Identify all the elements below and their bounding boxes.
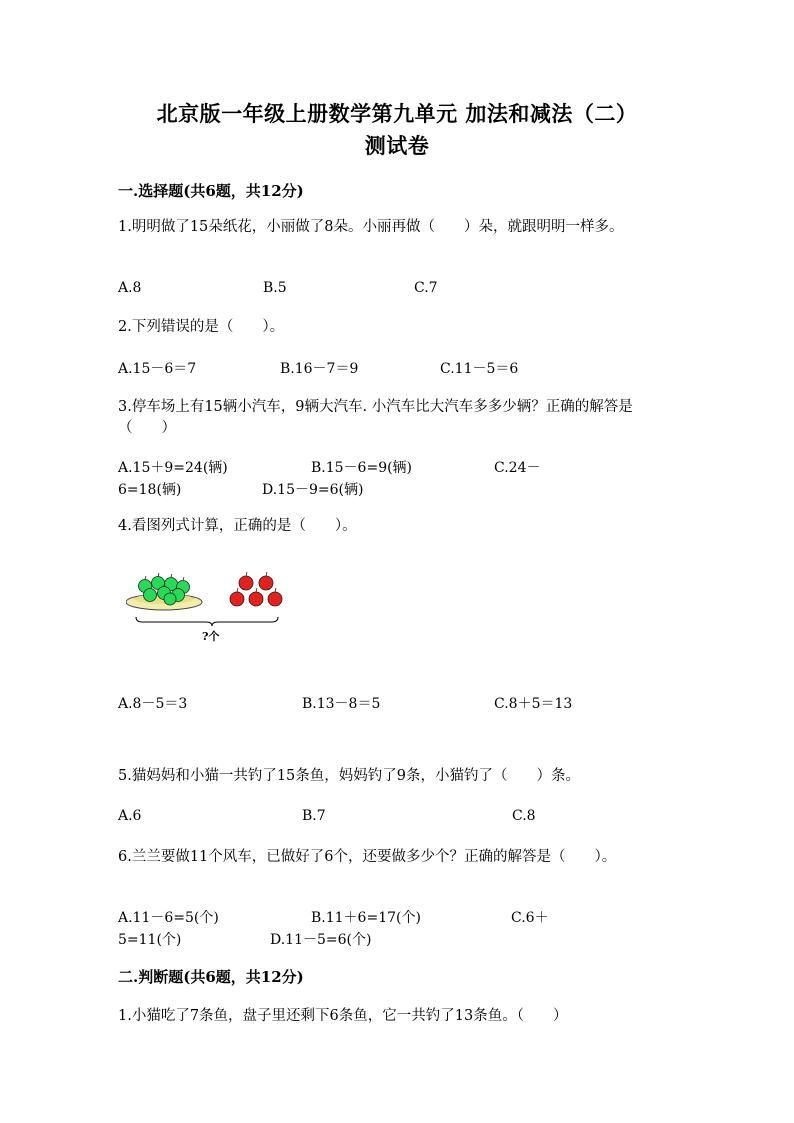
section-heading-judgement: 二.判断题(共6题，共12分) <box>118 968 304 986</box>
q5-option-a[interactable]: A.6 <box>118 808 142 824</box>
q3-option-c[interactable]: C.24－ <box>494 460 541 476</box>
question-1: 1.明明做了15朵纸花，小丽做了8朵。小丽再做（ ）朵，就跟明明一样多。 <box>118 219 624 235</box>
q1-option-c[interactable]: C.7 <box>414 280 438 296</box>
q2-option-a[interactable]: A.15－6＝7 <box>118 361 197 377</box>
q4-option-c[interactable]: C.8＋5＝13 <box>494 696 573 712</box>
green-apple-stems <box>145 573 184 581</box>
q6-option-b[interactable]: B.11＋6=17(个) <box>311 910 421 926</box>
q6-option-a[interactable]: A.11－6=5(个) <box>118 910 219 926</box>
figure-label: ?个 <box>202 630 220 643</box>
q4-option-b[interactable]: B.13－8＝5 <box>302 696 381 712</box>
page-subtitle: 测试卷 <box>364 133 430 158</box>
q3-option-b[interactable]: B.15－6=9(辆) <box>311 460 413 476</box>
question-2: 2.下列错误的是（ ）。 <box>118 319 285 335</box>
green-apples <box>139 577 190 606</box>
q2-option-c[interactable]: C.11－5＝6 <box>440 361 519 377</box>
q1-option-a[interactable]: A.8 <box>118 280 142 296</box>
q5-option-b[interactable]: B.7 <box>302 808 326 824</box>
q6-option-d[interactable]: D.11－5=6(个) <box>270 932 372 948</box>
q3-option-a[interactable]: A.15＋9=24(辆) <box>118 460 228 476</box>
q6-option-c-cont[interactable]: 5=11(个) <box>118 932 182 948</box>
apple-figure <box>126 570 296 654</box>
q6-option-c[interactable]: C.6＋ <box>511 910 549 926</box>
q1-option-b[interactable]: B.5 <box>263 280 287 296</box>
question-6: 6.兰兰要做11个风车，已做好了6个，还要做多少个？正确的解答是（ ）。 <box>118 849 617 865</box>
page-title: 北京版一年级上册数学第九单元 加法和减法（二） <box>156 101 638 126</box>
q5-option-c[interactable]: C.8 <box>512 808 536 824</box>
q2-option-b[interactable]: B.16－7＝9 <box>280 361 359 377</box>
judgement-question-1: 1.小猫吃了7条鱼，盘子里还剩下6条鱼，它一共钓了13条鱼。（ ） <box>118 1008 568 1024</box>
section-heading-choice: 一.选择题(共6题，共12分) <box>118 182 304 200</box>
q4-option-a[interactable]: A.8－5＝3 <box>118 696 188 712</box>
q3-option-c-cont[interactable]: 6=18(辆) <box>118 482 182 498</box>
question-4: 4.看图列式计算，正确的是（ ）。 <box>118 518 357 534</box>
brace <box>136 617 278 626</box>
q3-option-d[interactable]: D.15－9=6(辆) <box>262 482 364 498</box>
question-3: 3.停车场上有15辆小汽车，9辆大汽车. 小汽车比大汽车多多少辆？正确的解答是（ ） <box>118 399 633 436</box>
question-5: 5.猫妈妈和小猫一共钓了15条鱼，妈妈钓了9条，小猫钓了（ ）条。 <box>118 768 581 784</box>
